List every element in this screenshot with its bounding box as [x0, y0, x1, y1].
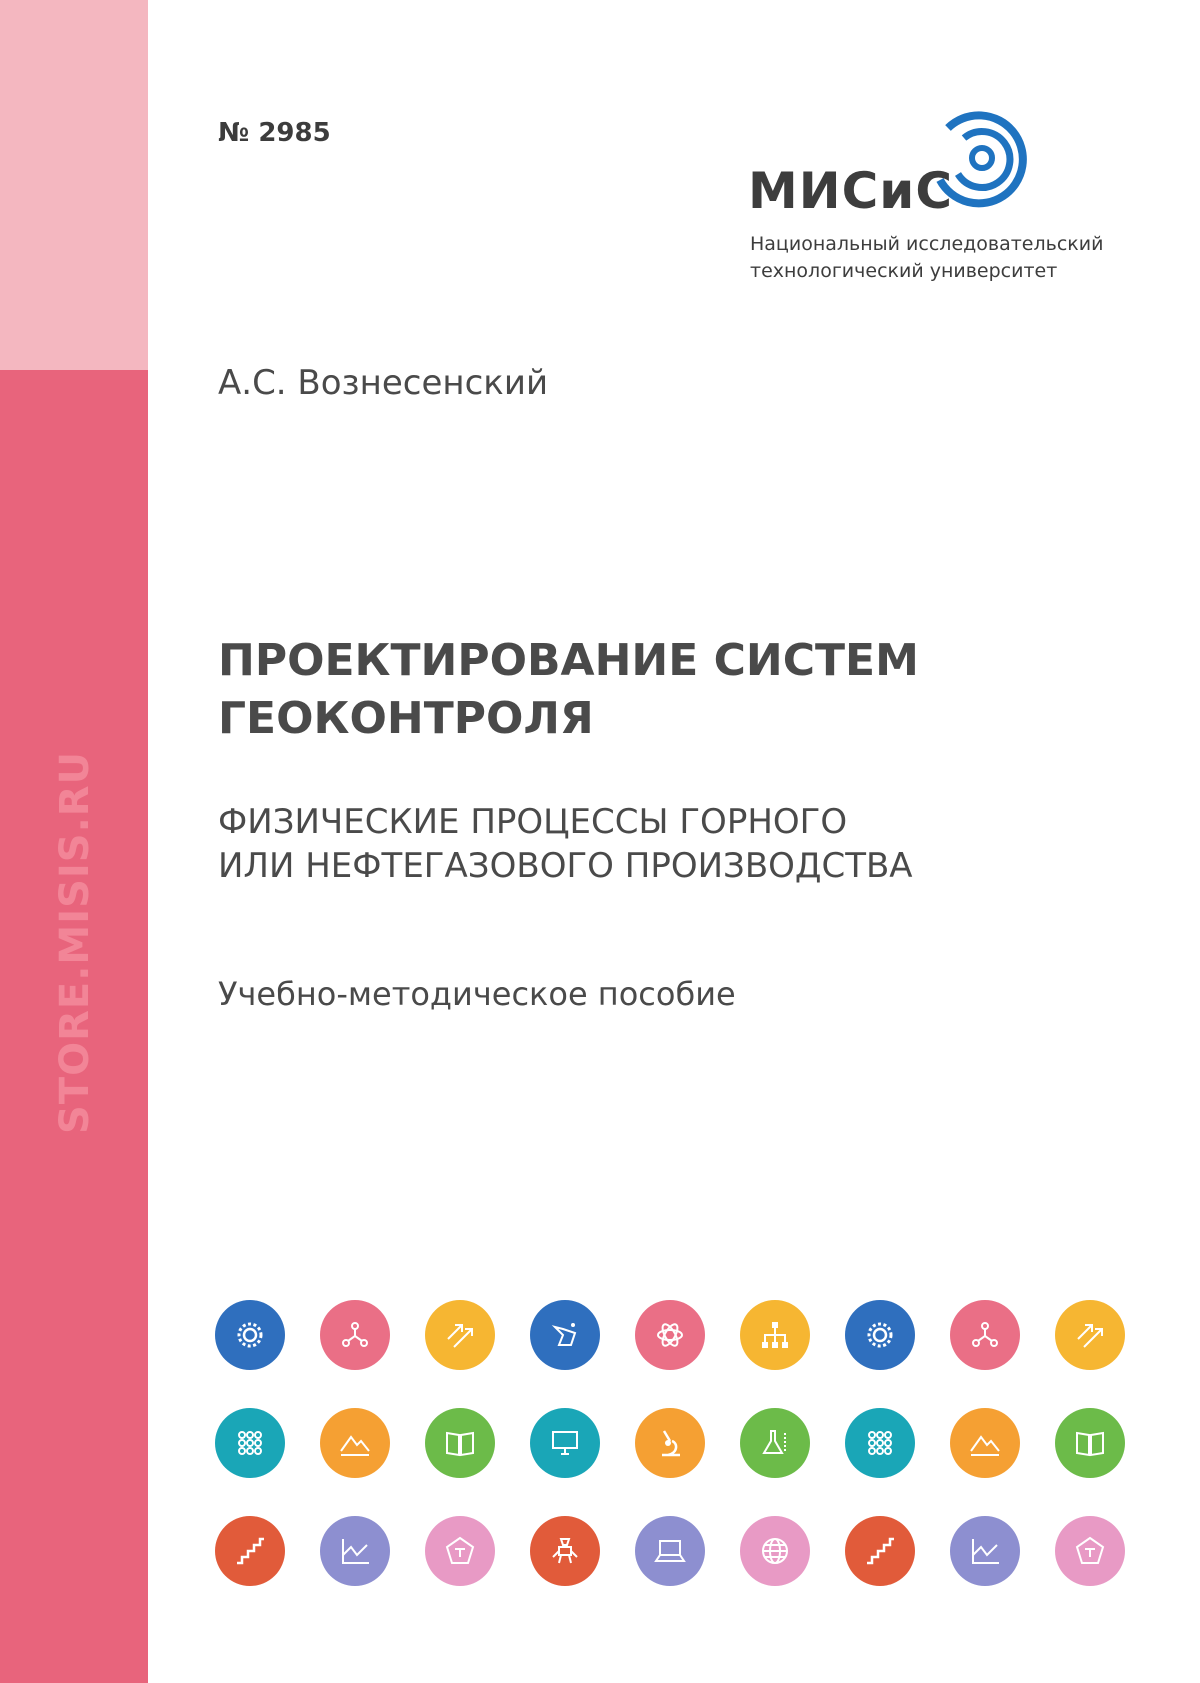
- arrows-icon: [1055, 1300, 1125, 1370]
- logo-subtitle-line: технологический университет: [750, 260, 1058, 282]
- pentagon-icon: [1055, 1516, 1125, 1586]
- gear-icon: [215, 1300, 285, 1370]
- document-type: Учебно-методическое пособие: [218, 975, 736, 1013]
- logo-subtitle: [750, 231, 1103, 285]
- laptop-icon: [635, 1516, 705, 1586]
- hierarchy-icon: [740, 1300, 810, 1370]
- side-strip-light: [0, 0, 148, 370]
- logo-name: МИСиС: [748, 162, 954, 220]
- grid-icon: [215, 1408, 285, 1478]
- stairs-icon: [845, 1516, 915, 1586]
- atom-icon: [635, 1300, 705, 1370]
- author: А.С. Вознесенский: [218, 363, 549, 403]
- series-number: № 2985: [218, 118, 331, 148]
- book-icon: [425, 1408, 495, 1478]
- subtitle-line: ИЛИ НЕФТЕГАЗОВОГО ПРОИЗВОДСТВА: [218, 846, 913, 886]
- flask-icon: [740, 1408, 810, 1478]
- book-icon: [1055, 1408, 1125, 1478]
- microscope-icon: [635, 1408, 705, 1478]
- book-subtitle: [218, 800, 913, 888]
- pentagon-icon: [425, 1516, 495, 1586]
- logo-subtitle-line: Национальный исследовательский: [750, 233, 1104, 255]
- monitor-icon: [530, 1408, 600, 1478]
- subtitle-line: ФИЗИЧЕСКИЕ ПРОЦЕССЫ ГОРНОГО: [218, 802, 848, 842]
- robot-icon: [530, 1516, 600, 1586]
- stairs-icon: [215, 1516, 285, 1586]
- mountain-icon: [950, 1408, 1020, 1478]
- subject-icon-grid: [215, 1300, 1125, 1630]
- title-line: ГЕОКОНТРОЛЯ: [218, 693, 594, 744]
- grid-icon: [845, 1408, 915, 1478]
- book-title: [218, 632, 919, 748]
- gear-icon: [845, 1300, 915, 1370]
- molecule-icon: [320, 1300, 390, 1370]
- mountain-icon: [320, 1408, 390, 1478]
- side-store-url: STORE.MISIS.RU: [52, 750, 98, 1134]
- globe-icon: [740, 1516, 810, 1586]
- arrows-icon: [425, 1300, 495, 1370]
- title-line: ПРОЕКТИРОВАНИЕ СИСТЕМ: [218, 635, 919, 686]
- chart-icon: [320, 1516, 390, 1586]
- molecule-icon: [950, 1300, 1020, 1370]
- chart-icon: [950, 1516, 1020, 1586]
- ladle-icon: [530, 1300, 600, 1370]
